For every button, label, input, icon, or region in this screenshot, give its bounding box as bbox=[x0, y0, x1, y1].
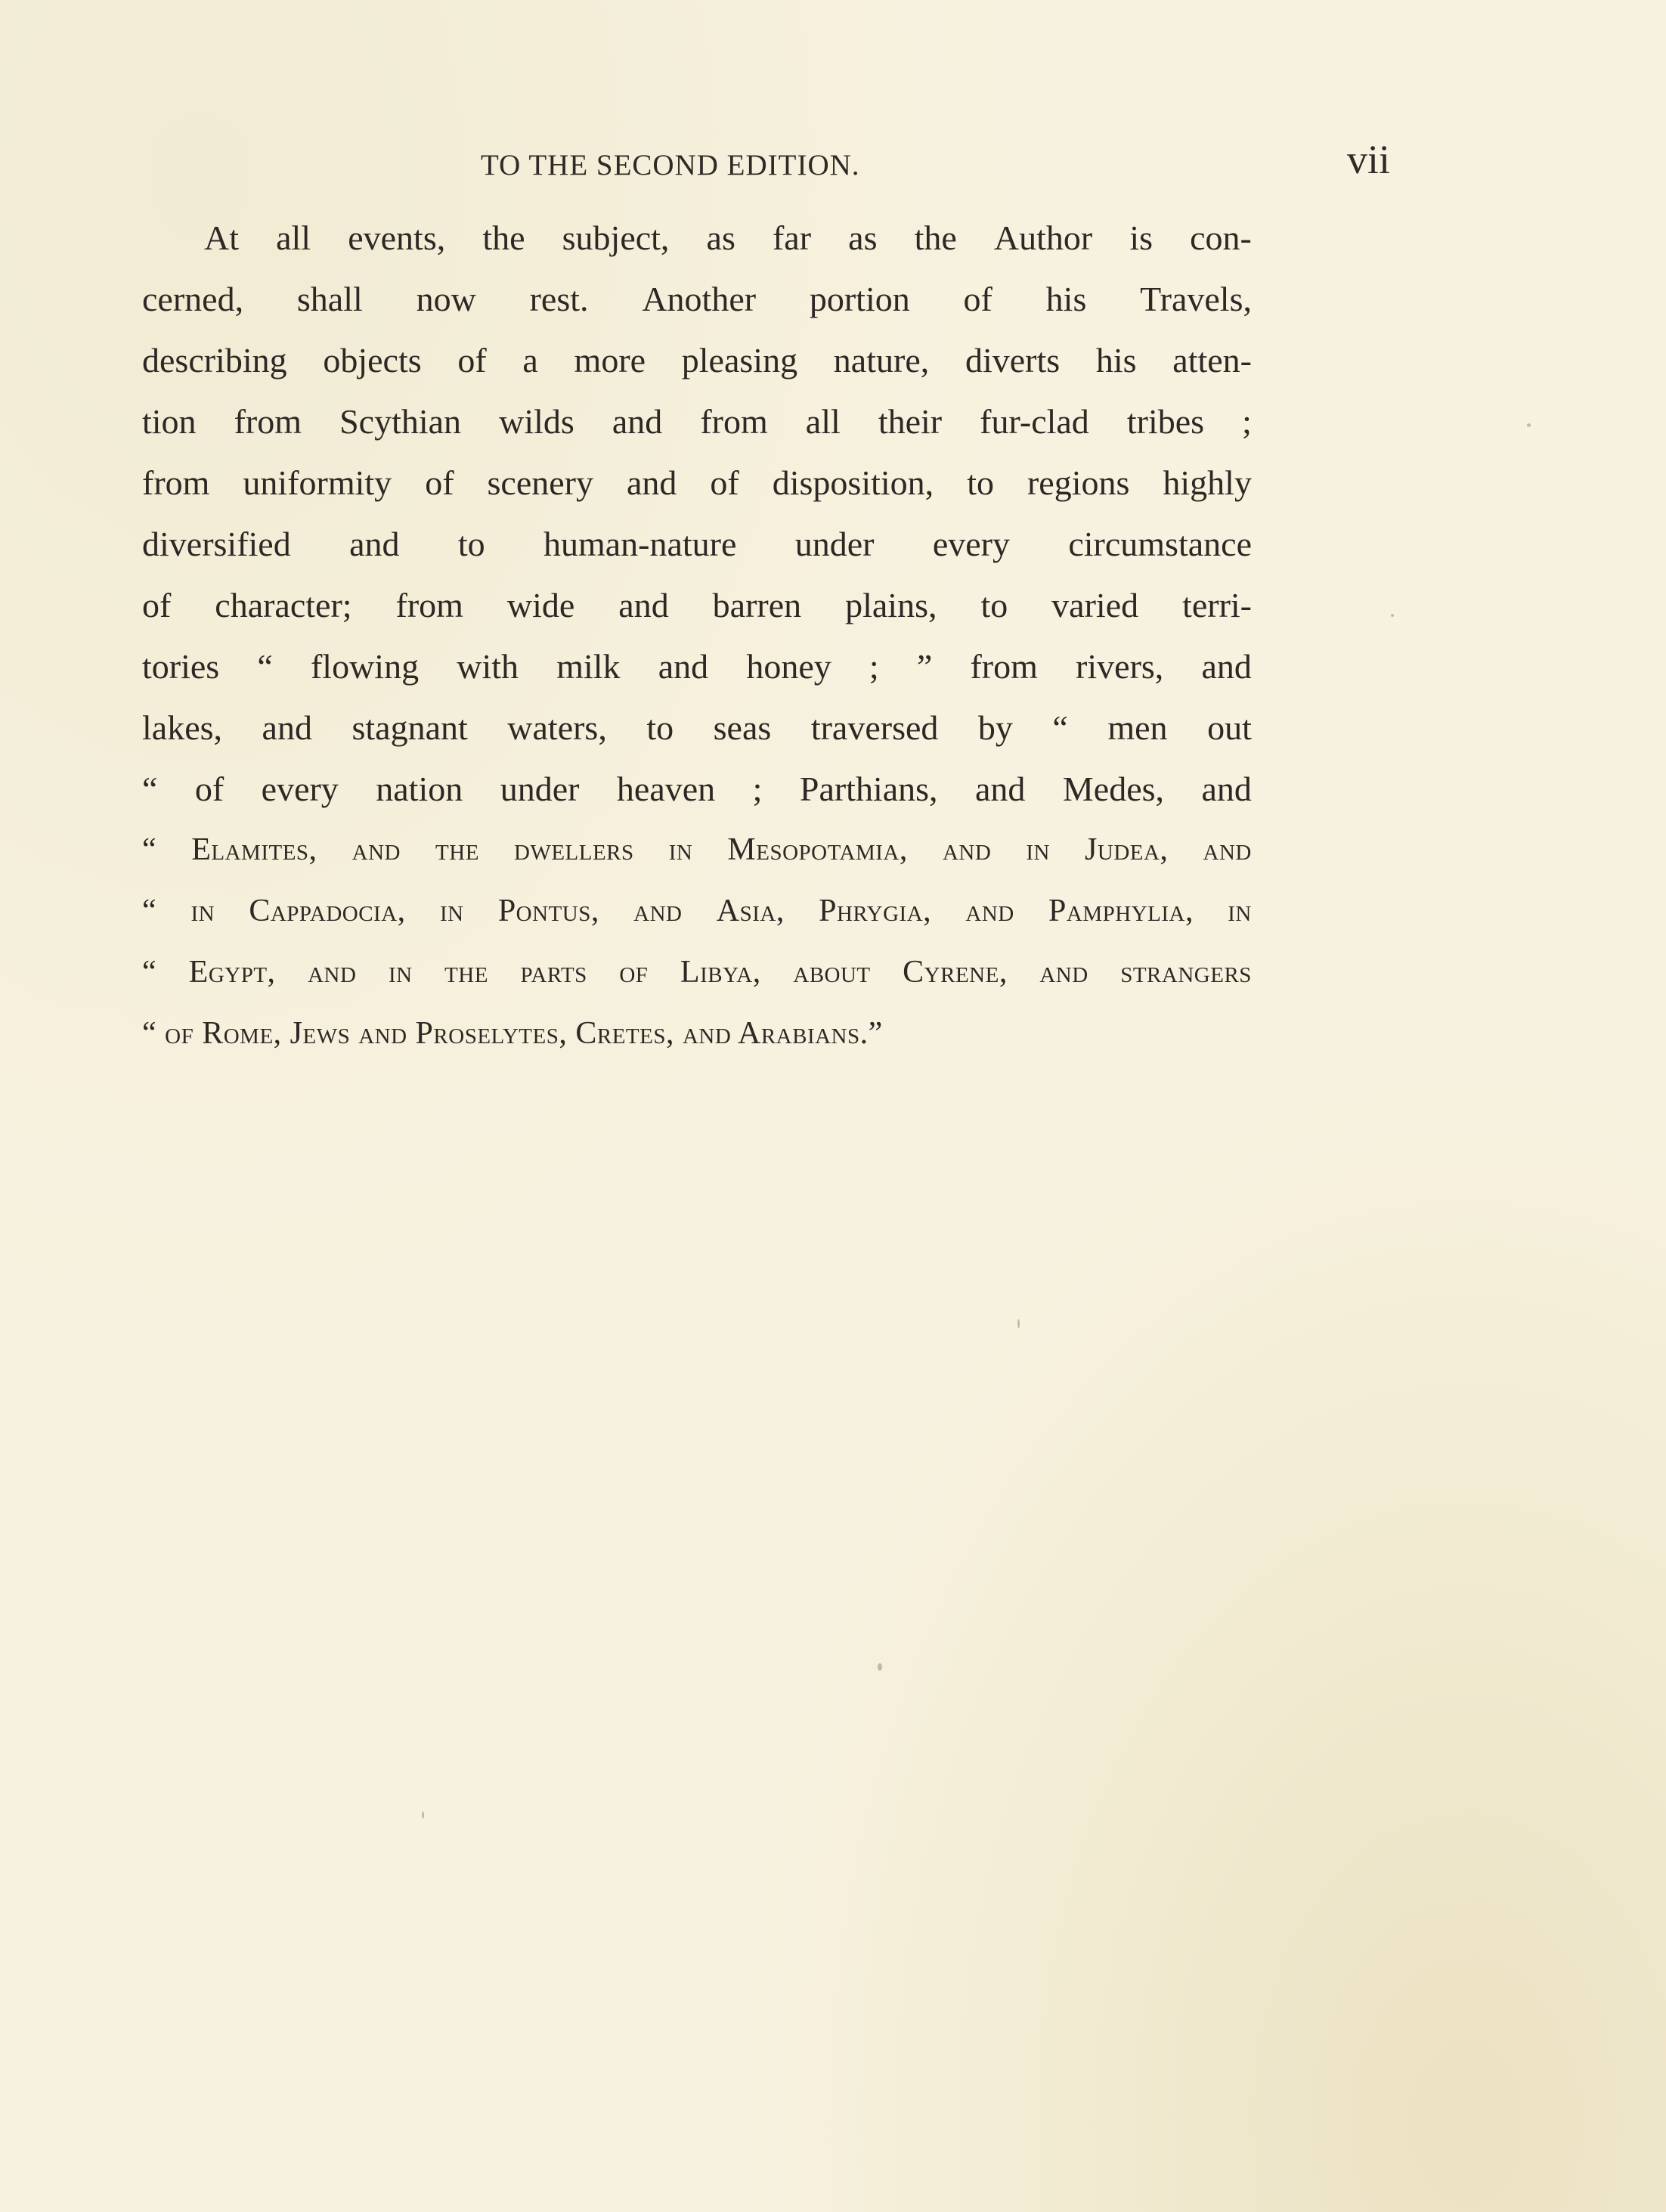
word: nation bbox=[376, 770, 463, 808]
word: is bbox=[1129, 218, 1154, 257]
word: to bbox=[980, 586, 1008, 624]
word: milk bbox=[556, 647, 621, 686]
word: human-nature bbox=[543, 525, 737, 563]
word: Cappadocia, bbox=[249, 894, 406, 928]
text-line bbox=[142, 391, 1252, 452]
word: and bbox=[262, 708, 312, 747]
word: fur-clad bbox=[980, 402, 1089, 441]
text-line bbox=[142, 330, 1252, 391]
text-line bbox=[142, 452, 1252, 513]
word: and bbox=[965, 894, 1014, 928]
word: cerned, bbox=[142, 280, 244, 318]
word: in bbox=[439, 894, 464, 928]
word: objects bbox=[323, 341, 422, 380]
paper-speck bbox=[878, 1663, 882, 1671]
word: Elamites, bbox=[191, 832, 317, 867]
word: flowing bbox=[310, 647, 420, 686]
word: in bbox=[388, 955, 413, 990]
word: Egypt, bbox=[188, 955, 276, 990]
word: lakes, bbox=[142, 708, 223, 747]
word: rest. bbox=[529, 280, 589, 318]
word: circumstance bbox=[1068, 525, 1252, 563]
word: and bbox=[627, 463, 677, 502]
word: far bbox=[772, 218, 812, 257]
word: about bbox=[793, 955, 871, 990]
word: Travels, bbox=[1140, 280, 1252, 318]
word: “ bbox=[1052, 708, 1068, 747]
word: the bbox=[482, 218, 525, 257]
word: Asia, bbox=[716, 894, 785, 928]
text-line bbox=[142, 819, 1252, 881]
word: heaven bbox=[616, 770, 716, 808]
word: and bbox=[349, 525, 400, 563]
word: diverts bbox=[965, 341, 1061, 380]
word: “ bbox=[142, 832, 157, 867]
word: a bbox=[522, 341, 538, 380]
text-line bbox=[142, 942, 1252, 1003]
word: of bbox=[425, 463, 454, 502]
word: stagnant bbox=[351, 708, 468, 747]
word: as bbox=[706, 218, 735, 257]
word: Another bbox=[642, 280, 757, 318]
word: traversed bbox=[810, 708, 939, 747]
word: terri- bbox=[1182, 586, 1252, 624]
word: regions bbox=[1027, 463, 1130, 502]
word: Author bbox=[993, 218, 1093, 257]
word: highly bbox=[1163, 463, 1252, 502]
paper-speck bbox=[1017, 1319, 1020, 1328]
word: his bbox=[1045, 280, 1087, 318]
word: and bbox=[618, 586, 669, 624]
word: Pamphylia, bbox=[1048, 894, 1194, 928]
word: events, bbox=[348, 218, 446, 257]
word: “ bbox=[257, 647, 273, 686]
word: and bbox=[308, 955, 357, 990]
word: to bbox=[457, 525, 485, 563]
word: under bbox=[500, 770, 580, 808]
word: “ bbox=[142, 770, 158, 808]
word: men bbox=[1107, 708, 1168, 747]
word: Libya, bbox=[680, 955, 761, 990]
word: character; bbox=[215, 586, 352, 624]
word: all bbox=[276, 218, 311, 257]
text-line bbox=[142, 575, 1252, 636]
word: by bbox=[977, 708, 1013, 747]
word: Cyrene, bbox=[903, 955, 1008, 990]
word: every bbox=[932, 525, 1010, 563]
word: of bbox=[619, 955, 649, 990]
word: and bbox=[658, 647, 709, 686]
word: At bbox=[204, 218, 239, 257]
word: ; bbox=[869, 647, 879, 686]
word: and bbox=[1039, 955, 1088, 990]
word: and bbox=[633, 894, 683, 928]
word: Medes, bbox=[1062, 770, 1165, 808]
word: wide bbox=[506, 586, 575, 624]
text-line bbox=[142, 636, 1252, 697]
word: now bbox=[416, 280, 476, 318]
text-line bbox=[142, 697, 1252, 758]
word: tion bbox=[142, 402, 197, 441]
word: subject, bbox=[562, 218, 670, 257]
word: varied bbox=[1051, 586, 1139, 624]
word: plains, bbox=[845, 586, 937, 624]
word: from bbox=[234, 402, 302, 441]
word: from bbox=[395, 586, 463, 624]
word: con- bbox=[1190, 218, 1252, 257]
word: in bbox=[190, 894, 215, 928]
word: scenery bbox=[487, 463, 593, 502]
word: and bbox=[942, 832, 992, 867]
word: “ bbox=[142, 894, 157, 928]
word: his bbox=[1095, 341, 1137, 380]
word: in bbox=[1026, 832, 1050, 867]
word: of bbox=[142, 586, 172, 624]
word: dwellers bbox=[514, 832, 634, 867]
text-line bbox=[142, 207, 1252, 268]
word: all bbox=[805, 402, 841, 441]
word: in bbox=[1228, 894, 1252, 928]
text-line bbox=[142, 758, 1252, 819]
word: and bbox=[1203, 832, 1252, 867]
word: to bbox=[967, 463, 994, 502]
text-line bbox=[142, 881, 1252, 942]
word: and bbox=[1201, 770, 1252, 808]
word: strangers bbox=[1120, 955, 1252, 990]
text-line bbox=[142, 268, 1252, 330]
word: waters, bbox=[507, 708, 607, 747]
word: and bbox=[351, 832, 401, 867]
word: barren bbox=[712, 586, 802, 624]
word: tories bbox=[142, 647, 220, 686]
word: as bbox=[848, 218, 878, 257]
word: honey bbox=[746, 647, 831, 686]
paper-speck bbox=[422, 1811, 424, 1819]
word: of bbox=[963, 280, 992, 318]
word: portion bbox=[809, 280, 910, 318]
word: describing bbox=[142, 341, 287, 380]
word: Pontus, bbox=[497, 894, 599, 928]
paper-speck bbox=[1391, 614, 1394, 617]
word: tribes bbox=[1126, 402, 1205, 441]
text-line bbox=[142, 513, 1252, 575]
text-line: “ of Rome, Jews and Proselytes, Cretes, and Arabians.” bbox=[142, 1016, 883, 1051]
paper-speck bbox=[1527, 423, 1531, 427]
word: and bbox=[1201, 647, 1252, 686]
word: diversified bbox=[142, 525, 291, 563]
word: ; bbox=[1242, 402, 1252, 441]
word: of bbox=[710, 463, 739, 502]
word: Parthians, bbox=[799, 770, 938, 808]
word: ” bbox=[916, 647, 933, 686]
word: with bbox=[457, 647, 519, 686]
word: Phrygia, bbox=[819, 894, 932, 928]
page-number: vii bbox=[1347, 137, 1391, 182]
word: from bbox=[700, 402, 768, 441]
word: uniformity bbox=[243, 463, 392, 502]
word: wilds bbox=[499, 402, 574, 441]
word: of bbox=[194, 770, 225, 808]
word: ; bbox=[752, 770, 763, 808]
word: from bbox=[970, 647, 1038, 686]
word: Judea, bbox=[1085, 832, 1169, 867]
word: under bbox=[794, 525, 875, 563]
word: and bbox=[612, 402, 663, 441]
word: rivers, bbox=[1076, 647, 1164, 686]
word: Mesopotamia, bbox=[727, 832, 908, 867]
word: pleasing bbox=[681, 341, 798, 380]
word: the bbox=[914, 218, 957, 257]
word: disposition, bbox=[772, 463, 934, 502]
word: Scythian bbox=[339, 402, 462, 441]
body-paragraph bbox=[142, 207, 1252, 1064]
word: the bbox=[444, 955, 488, 990]
word: “ bbox=[142, 955, 157, 990]
word: nature, bbox=[833, 341, 930, 380]
word: the bbox=[435, 832, 479, 867]
word: and bbox=[975, 770, 1026, 808]
word: shall bbox=[296, 280, 363, 318]
word: in bbox=[668, 832, 693, 867]
word: from bbox=[142, 463, 210, 502]
running-head: TO THE SECOND EDITION. bbox=[481, 149, 860, 181]
word: to bbox=[646, 708, 674, 747]
word: every bbox=[261, 770, 339, 808]
word: out bbox=[1207, 708, 1252, 747]
word: seas bbox=[713, 708, 772, 747]
word: of bbox=[457, 341, 487, 380]
word: atten- bbox=[1172, 341, 1252, 380]
word: parts bbox=[520, 955, 587, 990]
word: their bbox=[878, 402, 943, 441]
word: more bbox=[574, 341, 646, 380]
